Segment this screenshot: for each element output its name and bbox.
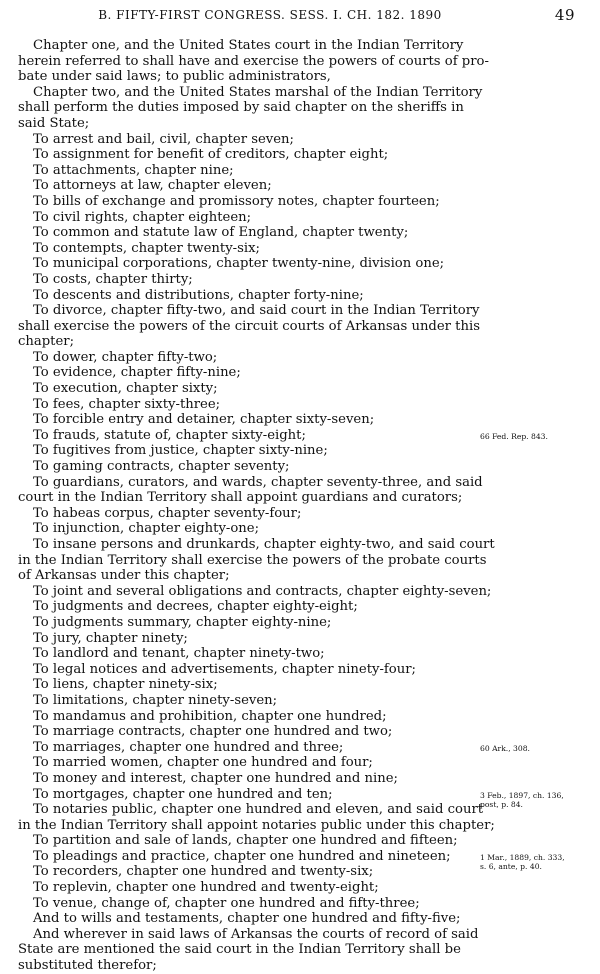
text-line: And to wills and testaments, chapter one hundred and fifty-five; [33, 911, 461, 927]
text-line: To costs, chapter thirty; [33, 271, 193, 287]
text-line: To money and interest, chapter one hundred and nine; [33, 770, 398, 786]
text-line: To notaries public, chapter one hundred and eleven, and said court [33, 802, 484, 818]
text-line: To recorders, chapter one hundred and twenty-six; [33, 864, 374, 880]
text-line: To married women, chapter one hundred and four; [33, 755, 373, 771]
margin-note [480, 744, 530, 753]
page-header [60, 8, 575, 26]
text-line: To insane persons and drunkards, chapter eighty-two, and said court [33, 537, 495, 552]
margin-note-line: s. 6, ante, p. 40. [480, 862, 542, 872]
text-line: court in the Indian Territory shall appoint guardians and curators; [18, 490, 463, 506]
text-line: And wherever in said laws of Arkansas the courts of record of said [33, 926, 479, 942]
text-line: of Arkansas under this chapter; [18, 568, 230, 584]
text-line: chapter; [18, 334, 75, 350]
text-line: To mandamus and prohibition, chapter one hundred; [33, 708, 387, 724]
margin-note-line: 60 Ark., 308. [480, 744, 530, 753]
text-line: shall perform the duties imposed by said chapter on the sheriffs in [18, 100, 464, 116]
text-line: Chapter one, and the United States court in the Indian Territory [33, 38, 464, 53]
margin-note-line: 66 Fed. Rep. 843. [480, 432, 548, 441]
text-line: To joint and several obligations and contracts, chapter eighty-seven; [33, 583, 492, 599]
text-line: To injunction, chapter eighty-one; [33, 521, 260, 537]
text-line: Chapter two, and the United States marshal of the Indian Territory [33, 84, 483, 100]
text-line: in the Indian Territory shall appoint notaries public under this chapter; [18, 817, 495, 833]
text-line: To replevin, chapter one hundred and twenty-eight; [33, 880, 379, 896]
text-line: To habeas corpus, chapter seventy-four; [33, 505, 302, 521]
text-line: To marriage contracts, chapter one hundred and two; [33, 724, 393, 740]
text-line: To common and statute law of England, chapter twenty; [33, 225, 409, 241]
text-line: To fees, chapter sixty-three; [33, 396, 221, 412]
statute-text [18, 38, 495, 974]
text-line: in the Indian Territory shall exercise the powers of the probate courts [18, 552, 487, 568]
text-line: To landlord and tenant, chapter ninety-two; [33, 646, 325, 662]
text-line: To mortgages, chapter one hundred and ten; [33, 786, 333, 802]
text-line: substituted therefor; [18, 958, 157, 974]
text-line: To contempts, chapter twenty-six; [33, 240, 260, 256]
text-line: To attorneys at law, chapter eleven; [33, 178, 272, 194]
text-line: To liens, chapter ninety-six; [33, 677, 218, 693]
text-line: said State; [18, 115, 90, 131]
margin-note-line: 1 Mar., 1889, ch. 333, [480, 853, 565, 863]
text-line: To guardians, curators, and wards, chapter seventy-three, and said [33, 474, 483, 490]
text-line: To execution, chapter sixty; [33, 381, 218, 397]
text-line: bate under said laws; to public administrators, [18, 69, 331, 85]
margin-note [480, 432, 548, 441]
text-line: To fugitives from justice, chapter sixty-nine; [33, 443, 328, 459]
text-line: To gaming contracts, chapter seventy; [33, 459, 290, 475]
margin-note [480, 791, 564, 809]
text-line: To judgments summary, chapter eighty-nine; [33, 614, 332, 630]
text-line: To civil rights, chapter eighteen; [33, 209, 252, 225]
text-line: herein referred to shall have and exercise the powers of courts of pro- [18, 53, 489, 69]
running-head: B. FIFTY-FIRST CONGRESS. SESS. I. CH. 182. 1890 [98, 8, 442, 22]
text-line: To dower, chapter fifty-two; [33, 349, 218, 365]
margin-note [480, 853, 565, 871]
text-line: To divorce, chapter fifty-two, and said court in the Indian Territory [33, 303, 480, 319]
text-line: To bills of exchange and promissory notes, chapter fourteen; [33, 193, 440, 209]
text-line: To descents and distributions, chapter forty-nine; [33, 287, 364, 303]
text-line: To frauds, statute of, chapter sixty-eight; [33, 427, 306, 443]
text-line: To municipal corporations, chapter twenty-nine, division one; [33, 256, 445, 272]
text-line: To partition and sale of lands, chapter one hundred and fifteen; [33, 833, 458, 849]
text-line: To assignment for benefit of creditors, chapter eight; [33, 147, 389, 163]
text-line: To venue, change of, chapter one hundred and fifty-three; [33, 895, 420, 911]
page-number: 49 [554, 6, 575, 24]
margin-note-line: post, p. 84. [480, 799, 523, 809]
text-line: To attachments, chapter nine; [33, 162, 234, 178]
text-line: To jury, chapter ninety; [33, 630, 188, 646]
text-line: State are mentioned the said court in the Indian Territory shall be [18, 942, 461, 958]
text-line: To forcible entry and detainer, chapter sixty-seven; [33, 412, 375, 428]
text-line: To limitations, chapter ninety-seven; [33, 692, 278, 708]
text-line: To arrest and bail, civil, chapter seven; [33, 131, 294, 147]
text-line: To legal notices and advertisements, chapter ninety-four; [33, 661, 416, 677]
text-line: To marriages, chapter one hundred and three; [33, 739, 344, 755]
text-line: To evidence, chapter fifty-nine; [33, 365, 241, 381]
text-line: shall exercise the powers of the circuit courts of Arkansas under this [18, 318, 480, 334]
margin-note-line: 3 Feb., 1897, ch. 136, [480, 790, 564, 800]
text-line: To judgments and decrees, chapter eighty-eight; [33, 599, 358, 615]
text-line: To pleadings and practice, chapter one hundred and nineteen; [33, 848, 451, 864]
